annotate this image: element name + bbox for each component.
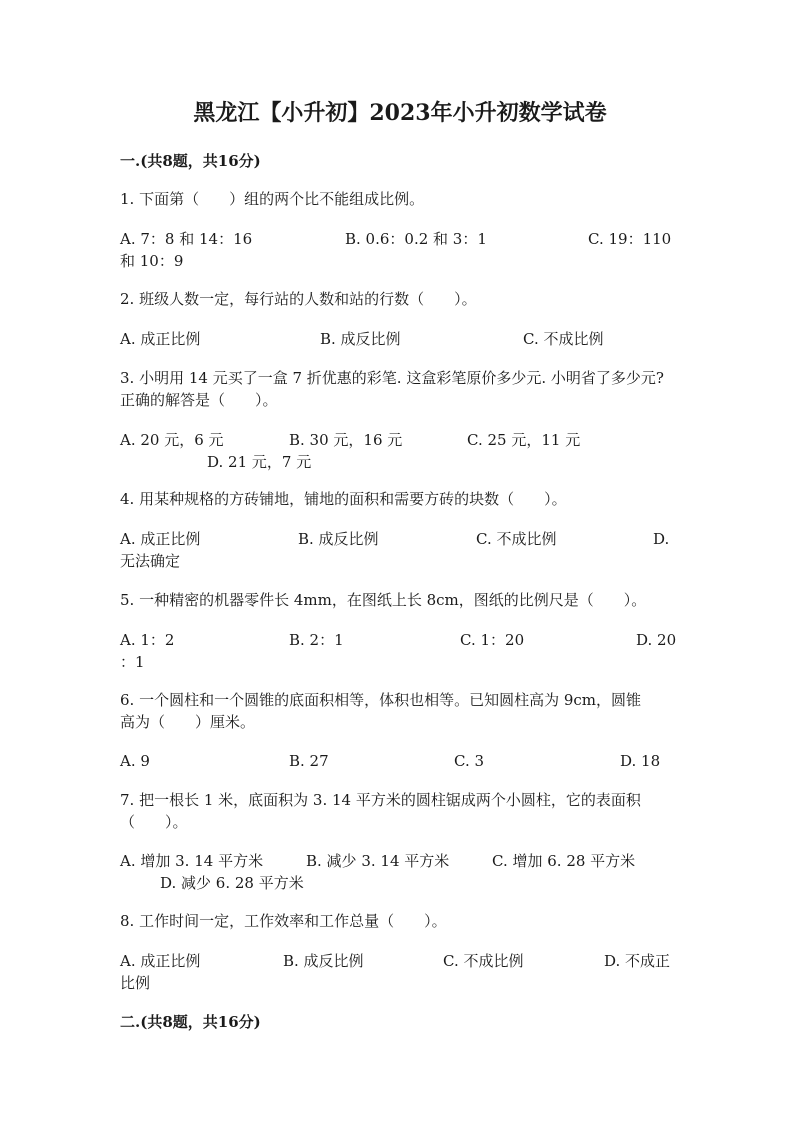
question-1-option-c[interactable]: C. 19：110 — [588, 230, 672, 248]
question-4-option-c[interactable]: C. 不成比例 — [476, 530, 557, 548]
question-3-stem-line-1: 3. 小明用 14 元买了一盒 7 折优惠的彩笔. 这盒彩笔原价多少元. 小明省了多少元? — [120, 369, 664, 387]
question-6-option-d[interactable]: D. 18 — [620, 752, 661, 770]
question-5-stem: 5. 一种精密的机器零件长 4mm，在图纸上长 8cm，图纸的比例尺是（ ）。 — [120, 591, 647, 609]
question-5-option-d[interactable]: D. 20 — [636, 631, 677, 649]
question-3-stem-line-2: 正确的解答是（ ）。 — [120, 391, 278, 409]
question-3-option-b[interactable]: B. 30 元，16 元 — [289, 431, 403, 449]
question-6-option-a[interactable]: A. 9 — [120, 752, 150, 770]
question-6-option-c[interactable]: C. 3 — [454, 752, 485, 770]
exam-title: 黑龙江【小升初】2023年小升初数学试卷 — [193, 100, 607, 126]
question-5-option-a[interactable]: A. 1：2 — [120, 631, 175, 649]
question-8-stem: 8. 工作时间一定，工作效率和工作总量（ ）。 — [120, 912, 447, 930]
question-2-stem: 2. 班级人数一定，每行站的人数和站的行数（ ）。 — [120, 290, 477, 308]
question-7-option-c[interactable]: C. 增加 6. 28 平方米 — [492, 852, 636, 870]
question-7-option-a[interactable]: A. 增加 3. 14 平方米 — [120, 852, 264, 870]
question-8-option-d-cont: 比例 — [120, 974, 151, 992]
question-5-option-c[interactable]: C. 1：20 — [460, 631, 525, 649]
question-4-option-d-cont: 无法确定 — [120, 552, 181, 570]
question-3-option-d[interactable]: D. 21 元，7 元 — [207, 453, 312, 471]
question-3-option-c[interactable]: C. 25 元，11 元 — [467, 431, 581, 449]
question-5-option-b[interactable]: B. 2：1 — [289, 631, 344, 649]
question-8-option-c[interactable]: C. 不成比例 — [443, 952, 524, 970]
question-6-stem-line-1: 6. 一个圆柱和一个圆锥的底面积相等，体积也相等。已知圆柱高为 9cm，圆锥 — [120, 691, 642, 709]
question-1-option-a[interactable]: A. 7：8 和 14：16 — [120, 230, 253, 248]
question-4-option-a[interactable]: A. 成正比例 — [120, 530, 201, 548]
question-7-option-b[interactable]: B. 减少 3. 14 平方米 — [306, 852, 450, 870]
question-1-option-b[interactable]: B. 0.6：0.2 和 3：1 — [345, 230, 487, 248]
question-8-option-d[interactable]: D. 不成正 — [604, 952, 671, 970]
question-1-stem: 1. 下面第（ ）组的两个比不能组成比例。 — [120, 190, 425, 208]
question-6-stem-line-2: 高为（ ）厘米。 — [120, 713, 256, 731]
question-4-stem: 4. 用某种规格的方砖铺地，铺地的面积和需要方砖的块数（ ）。 — [120, 490, 567, 508]
question-2-option-c[interactable]: C. 不成比例 — [523, 330, 604, 348]
question-4-option-d[interactable]: D. — [653, 530, 670, 548]
question-7-stem-line-2: （ ）。 — [120, 813, 188, 831]
question-7-option-d[interactable]: D. 减少 6. 28 平方米 — [160, 874, 304, 892]
question-7-stem-line-1: 7. 把一根长 1 米，底面积为 3. 14 平方米的圆柱锯成两个小圆柱，它的表面积 — [120, 791, 641, 809]
question-8-option-b[interactable]: B. 成反比例 — [283, 952, 364, 970]
question-3-option-a[interactable]: A. 20 元，6 元 — [120, 431, 224, 449]
question-4-option-b[interactable]: B. 成反比例 — [298, 530, 379, 548]
question-2-option-b[interactable]: B. 成反比例 — [320, 330, 401, 348]
question-5-option-d-cont: ：1 — [120, 653, 145, 671]
section-header-1: 一.(共8题，共16分) — [120, 152, 261, 170]
question-6-option-b[interactable]: B. 27 — [289, 752, 329, 770]
section-header-2: 二.(共8题，共16分) — [120, 1013, 261, 1031]
question-8-option-a[interactable]: A. 成正比例 — [120, 952, 201, 970]
question-1-option-c-cont: 和 10：9 — [120, 252, 184, 270]
question-2-option-a[interactable]: A. 成正比例 — [120, 330, 201, 348]
